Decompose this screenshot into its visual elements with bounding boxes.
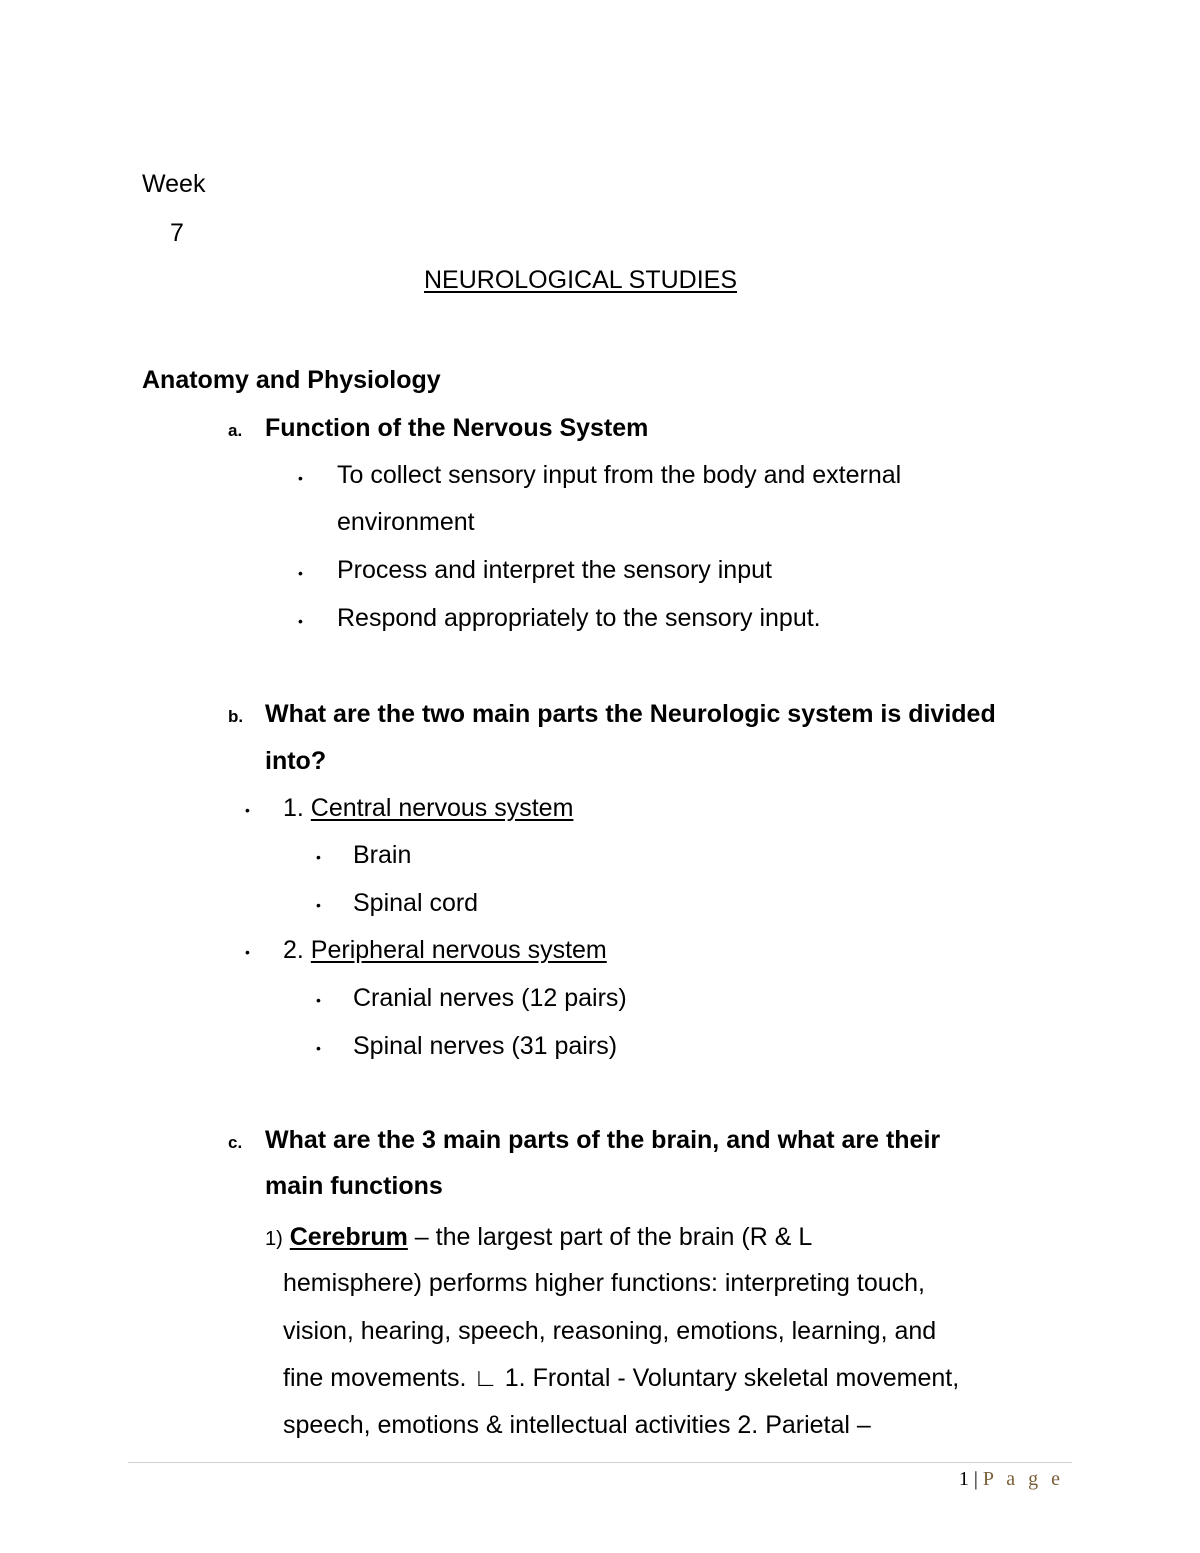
part-b-letter: b.: [228, 707, 244, 726]
item-number: 1): [265, 1228, 283, 1250]
section-heading: Anatomy and Physiology: [142, 366, 441, 394]
page-title: NEUROLOGICAL STUDIES: [424, 266, 738, 294]
page-number: 1: [958, 1468, 969, 1490]
part-a-heading: Function of the Nervous System: [265, 414, 649, 442]
list-item: Spinal nerves (31 pairs): [353, 1032, 618, 1060]
bullet-dot: •: [298, 565, 303, 581]
part-b-heading-cont: into?: [265, 747, 327, 775]
part-c-letter: c.: [228, 1133, 243, 1152]
bullet-dot: •: [316, 897, 321, 913]
page-footer: [959, 1468, 1064, 1491]
bullet-dot: •: [298, 613, 303, 629]
part-a-letter: a.: [228, 421, 243, 440]
pns-prefix: 2.: [283, 936, 311, 964]
paragraph-line: speech, emotions & intellectual activities 2. Parietal –: [283, 1411, 871, 1439]
pns-label: Peripheral nervous system: [310, 936, 607, 964]
paragraph-line: vision, hearing, speech, reasoning, emotions, learning, and: [283, 1317, 937, 1345]
list-item: To collect sensory input from the body and external: [337, 461, 902, 489]
week-label: Week: [142, 170, 206, 198]
cerebrum-term: Cerebrum: [289, 1223, 408, 1251]
bullet-dot: •: [316, 849, 321, 865]
cerebrum-description: – the largest part of the brain (R & L: [407, 1223, 813, 1251]
cns-item: [283, 796, 573, 821]
cns-prefix: 1.: [283, 794, 311, 822]
list-item: Respond appropriately to the sensory input.: [337, 604, 821, 632]
footer-separator: |: [968, 1468, 983, 1490]
part-c-heading: What are the 3 main parts of the brain, and what are their: [265, 1126, 941, 1154]
bullet-dot: •: [316, 1040, 321, 1056]
list-item: environment: [337, 508, 475, 536]
list-item: Spinal cord: [353, 889, 479, 917]
bullet-dot: •: [316, 992, 321, 1008]
week-number: 7: [170, 219, 184, 247]
list-item: Brain: [353, 841, 412, 869]
list-item: Process and interpret the sensory input: [337, 556, 772, 584]
paragraph-line: fine movements. ∟ 1. Frontal - Voluntary skeletal movement,: [283, 1364, 960, 1392]
bullet-dot: •: [298, 470, 303, 486]
page-word: P a g e: [982, 1468, 1064, 1490]
part-c-heading-cont: main functions: [265, 1172, 443, 1200]
list-item: Cranial nerves (12 pairs): [353, 984, 627, 1012]
paragraph-line: hemisphere) performs higher functions: interpreting touch,: [283, 1269, 925, 1297]
bullet-dot: •: [245, 802, 250, 818]
cns-label: Central nervous system: [310, 794, 574, 822]
cerebrum-item: [265, 1225, 812, 1250]
footer-divider: [128, 1462, 1072, 1463]
bullet-dot: •: [245, 944, 250, 960]
pns-item: [283, 938, 607, 963]
part-b-heading: What are the two main parts the Neurologic system is divided: [265, 700, 996, 728]
